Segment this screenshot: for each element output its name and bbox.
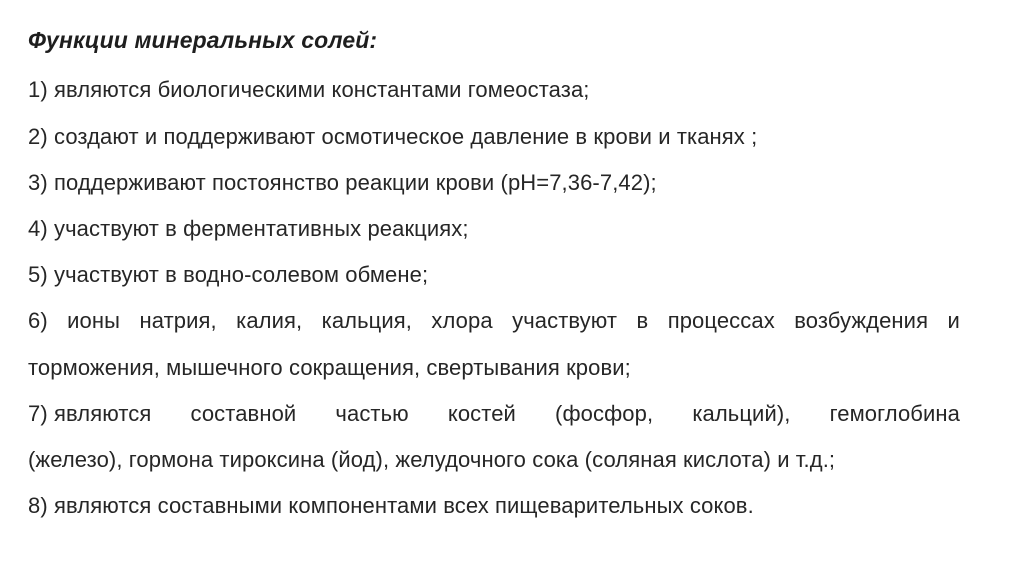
item-7-word: (фосфор, — [555, 401, 654, 426]
list-item-2: 2) создают и поддерживают осмотическое давление в крови и тканях ; — [28, 124, 758, 149]
list-item-7-line-2: (железо), гормона тироксина (йод), желудочного сока (соляная кислота) и т.д.; — [28, 447, 836, 472]
item-6-word: в — [636, 308, 649, 333]
item-7-word: частью — [335, 401, 409, 426]
item-6-word: хлора — [431, 308, 493, 333]
list-item-6-line-1 — [28, 308, 960, 334]
slide-title: Функции минеральных солей: — [28, 27, 378, 53]
list-item-7-line-1 — [28, 401, 960, 427]
item-7-word: составной — [190, 401, 297, 426]
item-6-word: процессах — [667, 308, 775, 333]
item-6-word: калия, — [236, 308, 303, 333]
list-item-6-line-2: торможения, мышечного сокращения, свертывания крови; — [28, 355, 631, 380]
item-6-word: участвуют — [512, 308, 618, 333]
list-item-8: 8) являются составными компонентами всех пищеварительных соков. — [28, 493, 754, 518]
item-7-word: кальций), — [692, 401, 791, 426]
item-6-word: кальция, — [321, 308, 412, 333]
list-item-3: 3) поддерживают постоянство реакции крови (рН=7,36-7,42); — [28, 170, 657, 195]
item-6-word: натрия, — [139, 308, 217, 333]
item-7-word: 7) являются — [28, 401, 152, 426]
item-6-word: возбуждения — [794, 308, 929, 333]
item-6-word: ионы — [67, 308, 121, 333]
list-item-5: 5) участвуют в водно-солевом обмене; — [28, 262, 429, 287]
list-item-1: 1) являются биологическими константами гомеостаза; — [28, 77, 590, 102]
item-6-word: и — [947, 308, 960, 333]
list-item-4: 4) участвуют в ферментативных реакциях; — [28, 216, 469, 241]
item-7-word: гемоглобина — [829, 401, 960, 426]
item-7-word: костей — [447, 401, 516, 426]
item-6-word: 6) — [28, 308, 48, 333]
